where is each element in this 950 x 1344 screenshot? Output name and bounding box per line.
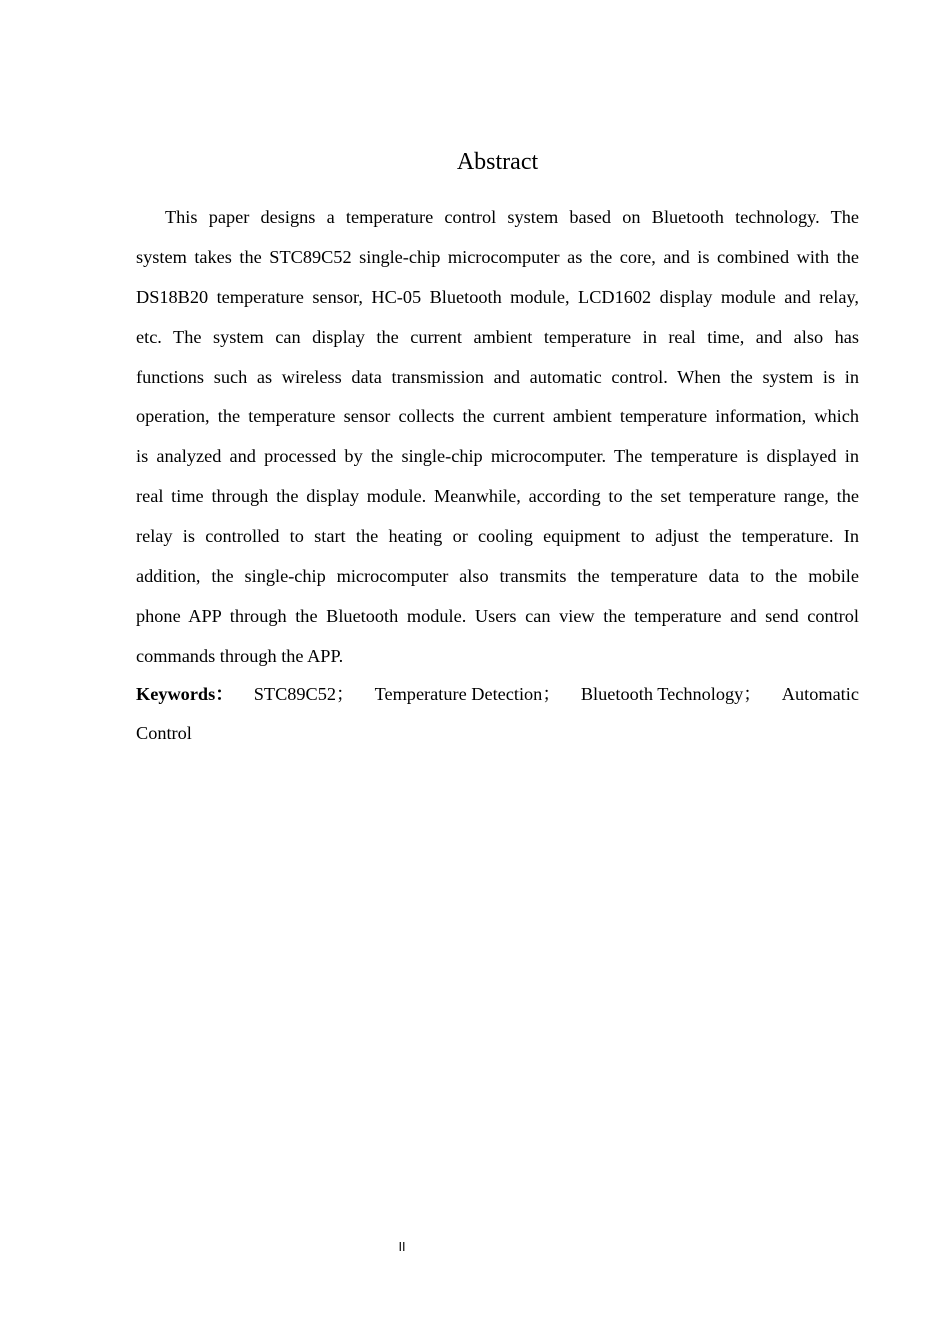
keywords-label: Keywords：	[136, 684, 234, 704]
abstract-title	[136, 146, 859, 178]
abstract-line: operation, the temperature sensor collects the current ambient temperature information, which	[136, 406, 859, 427]
page-number: II	[398, 1240, 406, 1254]
abstract-line: functions such as wireless data transmission and automatic control. When the system is in	[136, 366, 859, 387]
abstract-title-text: Abstract	[456, 149, 539, 175]
abstract-line: system takes the STC89C52 single-chip microcomputer as the core, and is combined with the	[136, 246, 859, 267]
abstract-line: addition, the single-chip microcomputer also transmits the temperature data to the mobile	[136, 566, 859, 587]
abstract-body	[136, 204, 859, 683]
keywords-continuation: Control	[136, 723, 192, 743]
abstract-line: real time through the display module. Meanwhile, according to the set temperature range, the	[136, 486, 859, 507]
keyword-item: Temperature Detection；	[374, 684, 561, 704]
keyword-item: Automatic	[781, 684, 859, 704]
abstract-line: DS18B20 temperature sensor, HC-05 Bluetooth module, LCD1602 display module and relay,	[136, 286, 859, 307]
keyword-item: STC89C52；	[253, 684, 355, 704]
keywords-section	[136, 681, 859, 759]
keywords-line	[136, 681, 859, 720]
keyword-item: Bluetooth Technology；	[580, 684, 762, 704]
abstract-line: is analyzed and processed by the single-chip microcomputer. The temperature is displayed in	[136, 446, 859, 467]
abstract-line: This paper designs a temperature control system based on Bluetooth technology. The	[165, 207, 859, 227]
abstract-line: commands through the APP.	[136, 645, 344, 666]
abstract-line: etc. The system can display the current ambient temperature in real time, and also has	[136, 326, 859, 347]
abstract-line: phone APP through the Bluetooth module. Users can view the temperature and send control	[136, 605, 859, 626]
abstract-line: relay is controlled to start the heating or cooling equipment to adjust the temperature. In	[136, 526, 859, 547]
